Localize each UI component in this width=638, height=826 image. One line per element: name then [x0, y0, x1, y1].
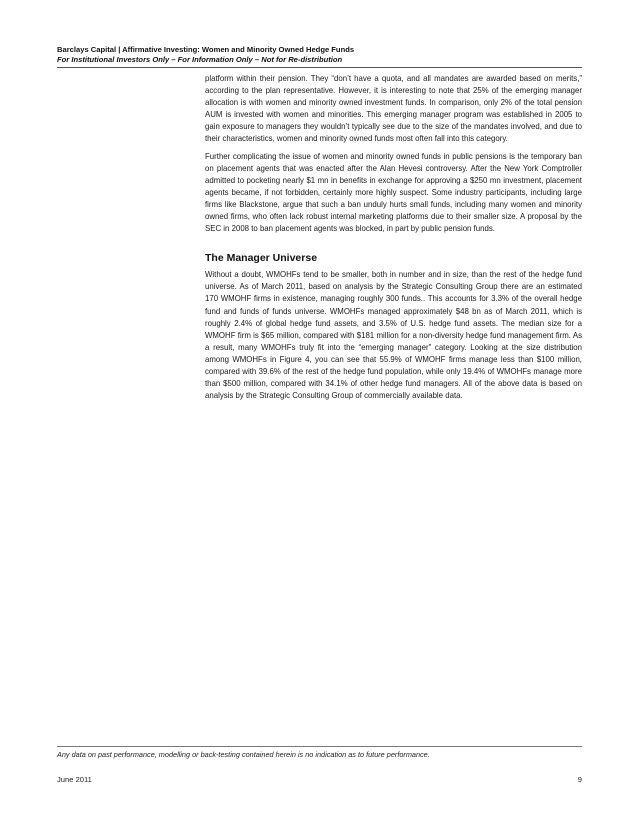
- section-paragraph: Without a doubt, WMOHFs tend to be smaller, both in number and in size, than the rest of the hedge fund universe. As of March 2011, based on analysis by the Strategic Consulting Group there are an estimated 170 WMOHF firms in existence, managing roughly 300 funds.. This accounts for 3.3% of the overall hedge fund and funds of funds universe. WMOHFs managed approximately $48 bn as of March 2011, which is roughly 2.4% of global hedge fund assets, and 3.5% of U.S. hedge fund assets. The median size for a WMOHF firm is $65 million, compared with $181 million for a non-diversity hedge fund management firm. As a result, many WMOHFs truly fit into the “emerging manager” category. Looking at the size distribution among WMOHFs in Figure 4, you can see that 55.9% of WMOHF firms manage less than $100 million, compared with 39.6% of the rest of the hedge fund population, while only 19.4% of WMOHFs manage more than $500 million, compared with 34.1% of other hedge fund managers. All of the above data is based on analysis by the Strategic Consulting Group of commercially available data.: [205, 270, 582, 401]
- performance-disclaimer: Any data on past performance, modelling or back-testing contained herein is no indication as to future performance.: [57, 750, 430, 759]
- header-divider: [57, 67, 582, 68]
- footer-divider: [57, 746, 582, 747]
- body-paragraph: platform within their pension. They “don’t have a quota, and all mandates are awarded based on merits,” according to the plan representative. However, it is interesting to note that 25% of the emerging manager allocation is with women and minority owned investment funds. In comparison, only 2% of the total pension AUM is invested with women and minorities. This emerging manager program was established in 2005 to gain exposure to managers they wouldn’t typically see due to the size of the mandates involved, and due to their characteristics, women and minority owned funds most often fall into this category.: [205, 74, 582, 144]
- page-header: [57, 45, 582, 65]
- body-paragraph: Further complicating the issue of women and minority owned funds in public pensions is the temporary ban on placement agents that was enacted after the Alan Hevesi controversy. After the New York Comptroller admitted to pocketing nearly $1 mn in benefits in exchange for approving a $250 mn investment, placement agents became, if not forbidden, certainly more highly suspect. Some industry participants, including large firms like Blackstone, argue that such a ban unduly hurts small funds, including many women and minority owned firms, who often lack robust internal marketing platforms due to their smaller size. A proposal by the SEC in 2008 to ban placement agents was blocked, in part by public pension funds.: [205, 151, 582, 234]
- page-number: 9: [577, 775, 582, 784]
- header-title: Barclays Capital | Affirmative Investing: Women and Minority Owned Hedge Funds: [57, 45, 355, 54]
- header-distribution-notice: For Institutional Investors Only – For Information Only – Not for Re-distribution: [57, 55, 343, 64]
- footer-date: June 2011: [57, 775, 92, 784]
- main-content: [205, 73, 582, 402]
- section-heading: The Manager Universe: [205, 252, 318, 265]
